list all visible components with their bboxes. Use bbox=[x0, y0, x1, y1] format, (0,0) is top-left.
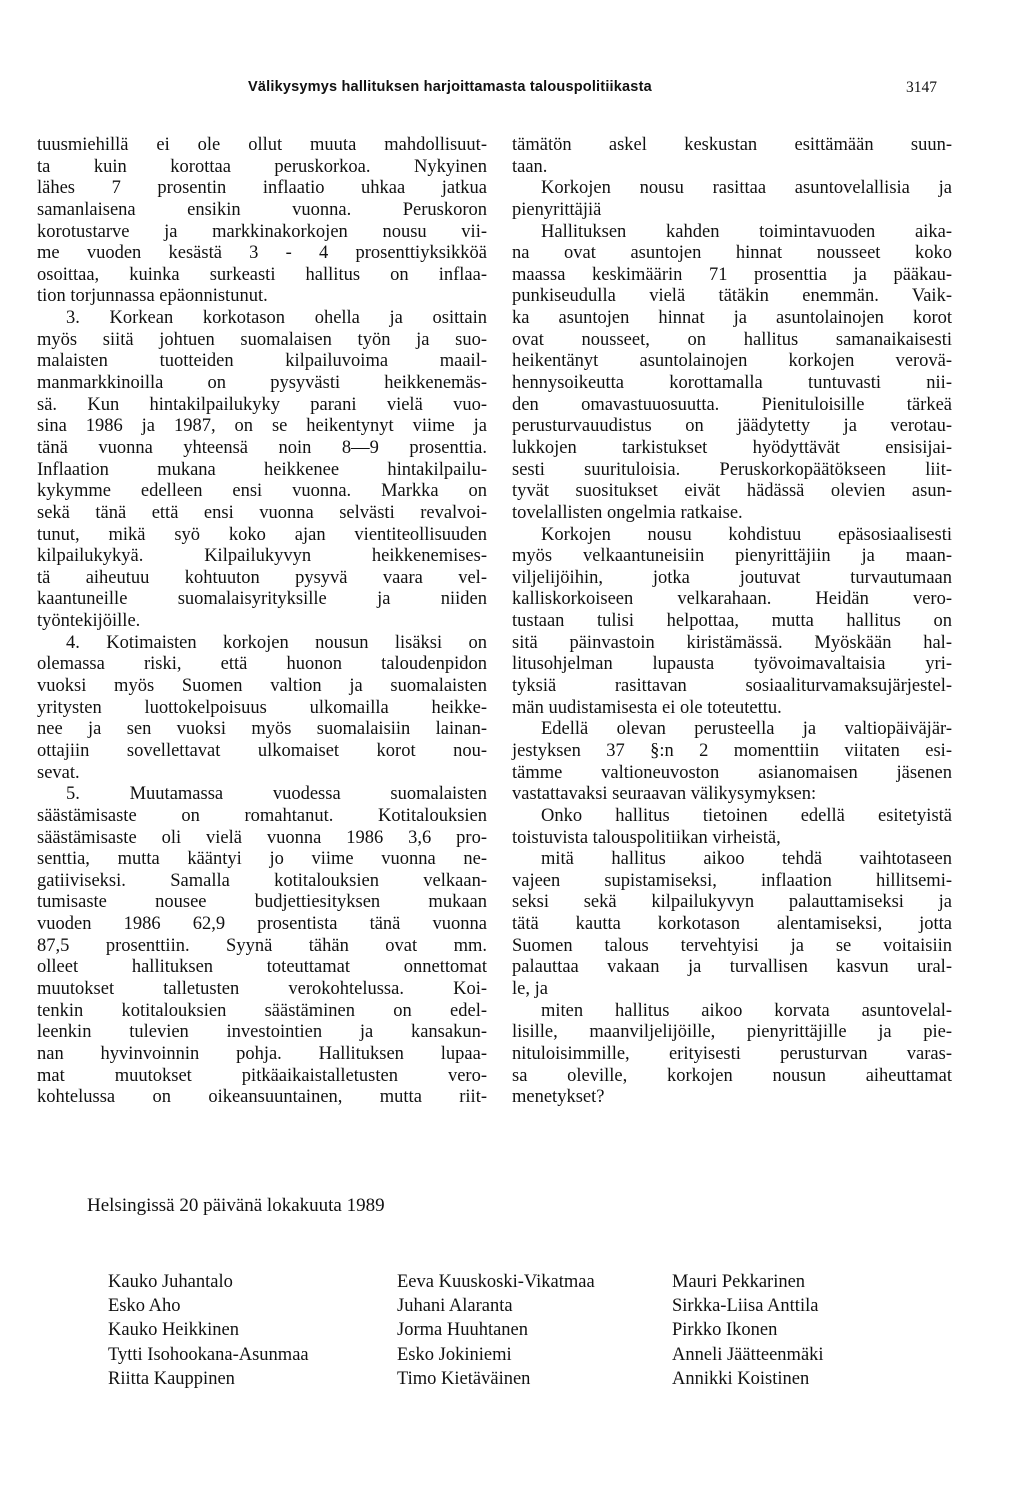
left-column-line: 4. Kotimaisten korkojen nousun lisäksi on bbox=[66, 632, 487, 653]
right-column-line: sesti suurituloisia. Peruskorkopäätökseen liit- bbox=[512, 459, 952, 480]
left-column-line: osoittaa, kuinka surkeasti hallitus on inflaa- bbox=[37, 264, 487, 285]
left-column-line: senttia, mutta kääntyi jo viime vuonna ne- bbox=[37, 849, 487, 870]
right-column-line: le, ja bbox=[512, 978, 548, 999]
signatory-name: Eeva Kuuskoski-Vikatmaa bbox=[397, 1272, 595, 1292]
right-column-line: ovat nousseet, on hallitus samanaikaisesti bbox=[512, 329, 952, 350]
left-text-column bbox=[37, 135, 487, 1109]
left-column-line: yritysten luottokelpoisuus ulkomailla heikke- bbox=[37, 697, 487, 718]
right-column-line: litusohjelman lupausta työvoimavaltaisia yri- bbox=[512, 654, 952, 675]
left-column-line: olleet hallituksen toteuttamat onnettomat bbox=[37, 957, 487, 978]
left-column-line: gatiiviseksi. Samalla kotitalouksien velkaan- bbox=[37, 870, 487, 891]
left-column-line: tänä vuonna yhteensä noin 8—9 prosenttia. bbox=[37, 437, 487, 458]
right-column-line: sa oleville, korkojen nousun aiheuttamat bbox=[512, 1065, 952, 1086]
left-column-line: me vuoden kesästä 3 - 4 prosenttiyksikköä bbox=[37, 243, 487, 264]
left-column-line: nee ja sen vuoksi myös suomalaisiin lainan- bbox=[37, 719, 487, 740]
left-column-line: mat muutokset pitkäaikaistalletusten vero- bbox=[37, 1065, 487, 1086]
left-column-line: tenkin kotitalouksien säästäminen on edel- bbox=[37, 1000, 487, 1021]
right-column-line: mitä hallitus aikoo tehdä vaihtotaseen bbox=[541, 849, 952, 870]
signatory-name: Pirkko Ikonen bbox=[672, 1320, 778, 1341]
left-column-line: malaisten tuotteiden kilpailuvoima maail- bbox=[37, 351, 487, 372]
right-column-line: palauttaa vakaan ja turvallisen kasvun ural- bbox=[512, 957, 952, 978]
right-column-line: Korkojen nousu rasittaa asuntovelallisia ja bbox=[541, 178, 952, 199]
right-column-line: lisille, maanviljelijöille, pienyrittäjille ja pie- bbox=[512, 1022, 952, 1043]
signature-column-3 bbox=[672, 1270, 824, 1391]
left-column-line: tunut, mikä syö koko ajan vientiteollisuuden bbox=[37, 524, 487, 545]
right-column-line: tämme valtioneuvoston asianomaisen jäsenen bbox=[512, 762, 952, 783]
left-column-line: tä aiheutuu kohtuuton pysyvä vaara vel- bbox=[37, 567, 487, 588]
left-column-line: tion torjunnassa epäonnistunut. bbox=[37, 286, 268, 307]
right-column-line: Edellä olevan perusteella ja valtiopäiväjär- bbox=[541, 719, 952, 740]
right-column-line: tustaan tulisi helpottaa, mutta hallitus on bbox=[512, 611, 952, 632]
signatory-name: Sirkka-Liisa Anttila bbox=[672, 1296, 819, 1317]
signatory-name: Tytti Isohookana-Asunmaa bbox=[108, 1344, 309, 1365]
signatory-name: Riitta Kauppinen bbox=[108, 1368, 235, 1389]
left-column-line: säästämisaste oli vielä vuonna 1986 3,6 pro- bbox=[37, 827, 487, 848]
left-column-line: manmarkkinoilla on pysyvästi heikkenemäs- bbox=[37, 373, 487, 394]
signatory-name: Mauri Pekkarinen bbox=[672, 1272, 806, 1292]
right-column-line: menetykset? bbox=[512, 1087, 605, 1108]
left-column-line: vuoden 1986 62,9 prosentista tänä vuonna bbox=[37, 914, 487, 935]
right-column-line: jestyksen 37 §:n 2 momenttiin viitaten esi- bbox=[512, 740, 952, 761]
left-column-line: kohtelussa on oikeansuuntainen, mutta riit- bbox=[37, 1087, 487, 1108]
right-column-line: vajeen supistamiseksi, inflaation hillitsemi- bbox=[512, 870, 952, 891]
left-column-line: 5. Muutamassa vuodessa suomalaisten bbox=[66, 784, 487, 805]
right-column-line: maassa keskimäärin 71 prosenttia ja pääkau- bbox=[512, 264, 952, 285]
signatory-name: Kauko Heikkinen bbox=[108, 1320, 240, 1341]
right-column-line: miten hallitus aikoo korvata asuntovelal- bbox=[541, 1000, 952, 1021]
right-column-line: tämätön askel keskustan esittämään suun- bbox=[512, 135, 952, 155]
left-column-line: leenkin tulevien investointien ja kansakun- bbox=[37, 1022, 487, 1043]
signatory-name: Juhani Alaranta bbox=[397, 1296, 513, 1317]
page-number: 3147 bbox=[906, 79, 937, 96]
right-column-line: tyksiä rasittavan sosiaaliturvamaksujärjestel- bbox=[512, 676, 952, 697]
right-column-line: taan. bbox=[512, 156, 548, 177]
left-column-line: lähes 7 prosentin inflaatio uhkaa jatkua bbox=[37, 178, 487, 199]
left-column-line: ottajiin sovellettavat ulkomaiset korot nou- bbox=[37, 740, 487, 761]
signatory-name: Kauko Juhantalo bbox=[108, 1272, 233, 1292]
right-column-line: den omavastuuosuutta. Pienituloisille tärkeä bbox=[512, 394, 952, 415]
left-column-line: 3. Korkean korkotason ohella ja osittain bbox=[66, 308, 487, 329]
left-column-line: sä. Kun hintakilpailukyky parani vielä vuo- bbox=[37, 394, 487, 415]
signatory-name: Esko Jokiniemi bbox=[397, 1344, 512, 1365]
right-column-line: män uudistamisesta ei ole toteutettu. bbox=[512, 697, 782, 718]
right-column-line: nituloisimmille, erityisesti perusturvan varas- bbox=[512, 1043, 952, 1064]
right-column-line: na ovat asuntojen hinnat nousseet koko bbox=[512, 243, 952, 264]
left-column-line: nan hyvinvoinnin pohja. Hallituksen lupaa- bbox=[37, 1043, 487, 1064]
right-column-line: hennysoikeutta korottamalla tuntuvasti nii- bbox=[512, 373, 952, 394]
left-column-line: sina 1986 ja 1987, on se heikentynyt viime ja bbox=[37, 416, 487, 437]
right-column-line: Suomen talous tervehtyisi ja se voitaisiin bbox=[512, 935, 952, 956]
right-column-line: punkiseudulla vielä tätäkin enemmän. Vaik- bbox=[512, 286, 952, 307]
right-column-line: viljelijöihin, jotka joutuvat turvautumaan bbox=[512, 567, 952, 588]
left-column-line: Inflaation mukana heikkenee hintakilpailu- bbox=[37, 459, 487, 480]
right-column-line: pienyrittäjiä bbox=[512, 199, 602, 220]
left-column-line: ta kuin korottaa peruskorkoa. Nykyinen bbox=[37, 156, 487, 177]
signature-column-1 bbox=[108, 1270, 309, 1391]
left-column-line: kilpailukykyä. Kilpailukyvyn heikkenemises- bbox=[37, 546, 487, 567]
right-text-column bbox=[512, 135, 952, 1109]
right-column-line: Korkojen nousu kohdistuu epäsosiaalisesti bbox=[541, 524, 952, 545]
left-column-line: vuoksi myös Suomen valtion ja suomalaisten bbox=[37, 676, 487, 697]
right-column-line: kalliskorkoiseen velkarahaan. Heidän vero- bbox=[512, 589, 952, 610]
left-column-line: sekä tänä että ensi vuonna selvästi revalvoi- bbox=[37, 502, 487, 523]
left-column-line: olemassa riski, että huonon taloudenpidon bbox=[37, 654, 487, 675]
signatory-name: Timo Kietäväinen bbox=[397, 1368, 531, 1389]
right-column-line: tyvät suositukset eivät hädässä olevien asun- bbox=[512, 481, 952, 502]
right-column-line: toistuvista talouspolitiikan virheistä, bbox=[512, 827, 781, 848]
left-column-line: työntekijöille. bbox=[37, 611, 141, 632]
right-column-line: heikentänyt asuntolainojen korkojen verovä- bbox=[512, 351, 952, 372]
signatory-name: Jorma Huuhtanen bbox=[397, 1320, 529, 1341]
left-column-line: kykymme edelleen ensi vuonna. Markka on bbox=[37, 481, 487, 502]
left-column-line: samanlaisena ensikin vuonna. Peruskoron bbox=[37, 199, 487, 220]
right-column-line: ka asuntojen hinnat ja asuntolainojen korot bbox=[512, 308, 952, 329]
left-column-line: muutokset talletusten verokohtelussa. Koi- bbox=[37, 978, 487, 999]
left-column-line: myös siitä johtuen suomalaisen työn ja suo- bbox=[37, 329, 487, 350]
left-column-line: säästämisaste on romahtanut. Kotitalouksien bbox=[37, 805, 487, 826]
right-column-line: sitä päinvastoin kiristämässä. Myöskään hal- bbox=[512, 632, 952, 653]
right-column-line: seksi sekä kilpailukyvyn palauttamiseksi ja bbox=[512, 892, 952, 913]
running-header-title: Välikysymys hallituksen harjoittamasta talouspolitiikasta bbox=[248, 79, 652, 95]
signature-column-2 bbox=[397, 1270, 595, 1391]
left-column-line: tumisaste nousee budjettiesityksen mukaan bbox=[37, 892, 487, 913]
right-column-line: Hallituksen kahden toimintavuoden aika- bbox=[541, 221, 952, 242]
right-column-line: tovelallisten ongelmia ratkaise. bbox=[512, 502, 743, 523]
signatory-name: Esko Aho bbox=[108, 1296, 181, 1317]
place-and-date: Helsingissä 20 päivänä lokakuuta 1989 bbox=[87, 1195, 385, 1216]
left-column-line: korotustarve ja markkinakorkojen nousu vii- bbox=[37, 221, 487, 242]
right-column-line: lukkojen tarkistukset hyödyttävät ensisijai- bbox=[512, 437, 952, 458]
left-column-line: tuusmiehillä ei ole ollut muuta mahdollisuut- bbox=[37, 135, 487, 155]
left-column-line: sevat. bbox=[37, 762, 80, 783]
right-column-line: Onko hallitus tietoinen edellä esitetyistä bbox=[541, 805, 952, 826]
right-column-line: tätä kautta korkotason alentamiseksi, jotta bbox=[512, 914, 952, 935]
right-column-line: myös velkaantuneisiin pienyrittäjiin ja maan- bbox=[512, 546, 952, 567]
signatory-name: Annikki Koistinen bbox=[672, 1368, 810, 1389]
signatory-name: Anneli Jäätteenmäki bbox=[672, 1344, 824, 1365]
left-column-line: 87,5 prosenttiin. Syynä tähän ovat mm. bbox=[37, 935, 487, 956]
right-column-line: vastattavaksi seuraavan välikysymyksen: bbox=[512, 784, 817, 805]
left-column-line: kaantuneille suomalaisyrityksille ja niiden bbox=[37, 589, 487, 610]
right-column-line: perusturvauudistus on jäädytetty ja verotau- bbox=[512, 416, 952, 437]
